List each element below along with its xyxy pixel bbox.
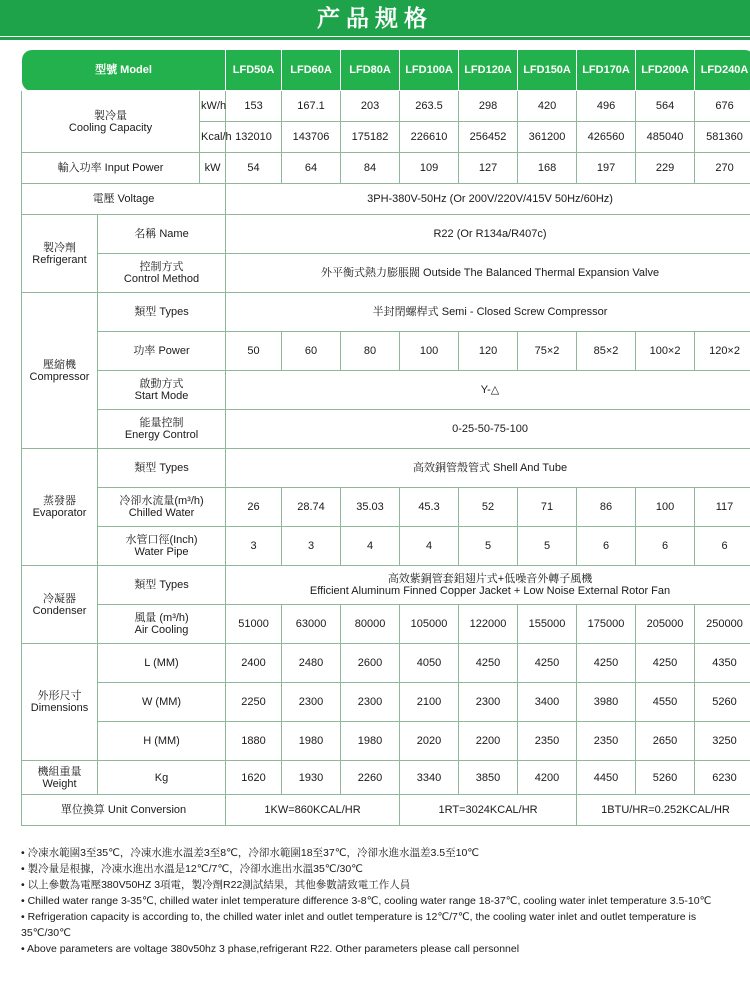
power-row bbox=[22, 153, 750, 184]
value-cell: 2020 bbox=[400, 722, 459, 761]
dimensions-label bbox=[22, 644, 98, 761]
note-item: • 以上參數為電壓380V50HZ 3項電，製冷劑R22測試結果，其他參數請致電工作人員 bbox=[21, 879, 411, 891]
refrigerant-label-cn: 製冷劑 bbox=[43, 241, 76, 254]
value-cell: 361200 bbox=[518, 122, 577, 153]
value-cell: 4250 bbox=[577, 644, 636, 683]
control-method-cn: 控制方式 bbox=[139, 261, 184, 273]
value-cell: 197 bbox=[577, 153, 636, 184]
value-cell: 54 bbox=[226, 153, 282, 184]
water-pipe-en: Water Pipe bbox=[134, 546, 189, 558]
length-label: L (MM) bbox=[98, 644, 226, 683]
value-cell: 5260 bbox=[636, 761, 695, 795]
value-cell: 175182 bbox=[341, 122, 400, 153]
value-cell: 3340 bbox=[400, 761, 459, 795]
value-cell: 75×2 bbox=[518, 332, 577, 371]
value-cell: 117 bbox=[695, 488, 750, 527]
value-cell: 85×2 bbox=[577, 332, 636, 371]
value-cell: 26 bbox=[226, 488, 282, 527]
value-cell: 564 bbox=[636, 91, 695, 122]
refrigerant-label bbox=[22, 215, 98, 293]
value-cell: 1930 bbox=[282, 761, 341, 795]
value-cell: 485040 bbox=[636, 122, 695, 153]
model-col: LFD50A bbox=[226, 50, 282, 91]
value-cell: 3850 bbox=[459, 761, 518, 795]
cooling-label-en: Cooling Capacity bbox=[68, 121, 153, 134]
value-cell: 60 bbox=[282, 332, 341, 371]
value-cell: 420 bbox=[518, 91, 577, 122]
value-cell: 676 bbox=[695, 91, 750, 122]
model-col: LFD170A bbox=[577, 50, 636, 91]
value-cell: 84 bbox=[341, 153, 400, 184]
evaporator-flow-row bbox=[22, 488, 750, 527]
evaporator-label-en: Evaporator bbox=[32, 507, 87, 519]
condenser-types-en: Efficient Aluminum Finned Copper Jacket + Low Noise External Rotor Fan bbox=[309, 585, 671, 597]
dimension-l-row bbox=[22, 644, 750, 683]
value-cell: 64 bbox=[282, 153, 341, 184]
spec-table bbox=[21, 49, 750, 826]
energy-control-label bbox=[98, 410, 226, 449]
width-label: W (MM) bbox=[98, 683, 226, 722]
compressor-label bbox=[22, 293, 98, 449]
energy-control-cn: 能量控制 bbox=[139, 417, 184, 429]
conversion-btu: 1BTU/HR=0.252KCAL/HR bbox=[577, 795, 750, 826]
model-col: LFD60A bbox=[282, 50, 341, 91]
evaporator-types-label: 類型 Types bbox=[98, 449, 226, 488]
energy-control-en: Energy Control bbox=[124, 429, 199, 441]
value-cell: 167.1 bbox=[282, 91, 341, 122]
refrigerant-name-value: R22 (Or R134a/R407c) bbox=[226, 215, 750, 254]
notes-section bbox=[21, 845, 736, 957]
model-col: LFD240A bbox=[695, 50, 750, 91]
conversion-kw: 1KW=860KCAL/HR bbox=[226, 795, 400, 826]
note-item: • 製冷量是根據，冷凍水進出水溫是12℃/7℃，冷卻水進出水溫35℃/30℃ bbox=[21, 863, 363, 875]
value-cell: 120×2 bbox=[695, 332, 750, 371]
dimensions-label-cn: 外形尺寸 bbox=[37, 690, 82, 702]
value-cell: 4200 bbox=[518, 761, 577, 795]
value-cell: 3400 bbox=[518, 683, 577, 722]
compressor-types-label: 類型 Types bbox=[98, 293, 226, 332]
dimension-w-row bbox=[22, 683, 750, 722]
unit-cell: Kcal/h bbox=[200, 122, 226, 153]
value-cell: 127 bbox=[459, 153, 518, 184]
value-cell: 2250 bbox=[226, 683, 282, 722]
model-col: LFD80A bbox=[341, 50, 400, 91]
cooling-label bbox=[22, 91, 200, 153]
air-cooling-cn: 風量 (m³/h) bbox=[134, 612, 189, 624]
value-cell: 4250 bbox=[636, 644, 695, 683]
value-cell: 1980 bbox=[341, 722, 400, 761]
value-cell: 426560 bbox=[577, 122, 636, 153]
value-cell: 4 bbox=[400, 527, 459, 566]
value-cell: 3250 bbox=[695, 722, 750, 761]
title-banner bbox=[0, 0, 750, 42]
refrigerant-control-row bbox=[22, 254, 750, 293]
value-cell: 50 bbox=[226, 332, 282, 371]
value-cell: 298 bbox=[459, 91, 518, 122]
condenser-types-cn: 高效紫銅管套鋁翅片式+低噪音外轉子風機 bbox=[387, 573, 593, 585]
input-power-label: 輸入功率 Input Power bbox=[22, 153, 200, 184]
value-cell: 256452 bbox=[459, 122, 518, 153]
value-cell: 5 bbox=[518, 527, 577, 566]
value-cell: 496 bbox=[577, 91, 636, 122]
weight-label-en: Weight bbox=[42, 777, 77, 790]
value-cell: 2350 bbox=[577, 722, 636, 761]
value-cell: 1880 bbox=[226, 722, 282, 761]
value-cell: 6230 bbox=[695, 761, 750, 795]
value-cell: 2480 bbox=[282, 644, 341, 683]
evaporator-label bbox=[22, 449, 98, 566]
compressor-power-label: 功率 Power bbox=[98, 332, 226, 371]
voltage-value: 3PH-380V-50Hz (Or 200V/220V/415V 50Hz/60Hz) bbox=[226, 184, 750, 215]
value-cell: 71 bbox=[518, 488, 577, 527]
condenser-air-row bbox=[22, 605, 750, 644]
energy-control-value: 0-25-50-75-100 bbox=[226, 410, 750, 449]
value-cell: 4250 bbox=[459, 644, 518, 683]
compressor-power-row bbox=[22, 332, 750, 371]
control-method-value: 外平衡式熱力膨脹閥 Outside The Balanced Thermal Expansion Valve bbox=[226, 254, 750, 293]
model-col: LFD120A bbox=[459, 50, 518, 91]
unit-cell: kW/h bbox=[200, 91, 226, 122]
value-cell: 122000 bbox=[459, 605, 518, 644]
value-cell: 100 bbox=[400, 332, 459, 371]
value-cell: 120 bbox=[459, 332, 518, 371]
refrigerant-label-en: Refrigerant bbox=[32, 253, 87, 266]
value-cell: 2300 bbox=[282, 683, 341, 722]
control-method-label bbox=[98, 254, 226, 293]
dimensions-label-en: Dimensions bbox=[30, 702, 89, 714]
model-col: LFD200A bbox=[636, 50, 695, 91]
value-cell: 1620 bbox=[226, 761, 282, 795]
unit-conversion-label: 單位換算 Unit Conversion bbox=[22, 795, 226, 826]
value-cell: 203 bbox=[341, 91, 400, 122]
value-cell: 2300 bbox=[341, 683, 400, 722]
value-cell: 80000 bbox=[341, 605, 400, 644]
model-header: 型號 Model bbox=[22, 50, 226, 91]
chilled-water-label bbox=[98, 488, 226, 527]
compressor-start-row bbox=[22, 371, 750, 410]
water-pipe-cn: 水管口徑(Inch) bbox=[125, 534, 198, 546]
evaporator-pipe-row bbox=[22, 527, 750, 566]
value-cell: 5260 bbox=[695, 683, 750, 722]
voltage-row bbox=[22, 184, 750, 215]
value-cell: 2300 bbox=[459, 683, 518, 722]
value-cell: 581360 bbox=[695, 122, 750, 153]
conversion-rt: 1RT=3024KCAL/HR bbox=[400, 795, 577, 826]
compressor-types-value: 半封閉螺桿式 Semi - Closed Screw Compressor bbox=[226, 293, 750, 332]
weight-row bbox=[22, 761, 750, 795]
value-cell: 63000 bbox=[282, 605, 341, 644]
value-cell: 2100 bbox=[400, 683, 459, 722]
value-cell: 100 bbox=[636, 488, 695, 527]
value-cell: 4 bbox=[341, 527, 400, 566]
value-cell: 250000 bbox=[695, 605, 750, 644]
compressor-label-cn: 壓縮機 bbox=[43, 358, 76, 371]
evaporator-types-row bbox=[22, 449, 750, 488]
value-cell: 4550 bbox=[636, 683, 695, 722]
air-cooling-en: Air Cooling bbox=[134, 624, 189, 636]
condenser-label-en: Condenser bbox=[32, 604, 87, 617]
value-cell: 4350 bbox=[695, 644, 750, 683]
refrigerant-name-row bbox=[22, 215, 750, 254]
cooling-kw-row bbox=[22, 91, 750, 122]
value-cell: 2650 bbox=[636, 722, 695, 761]
value-cell: 2600 bbox=[341, 644, 400, 683]
value-cell: 155000 bbox=[518, 605, 577, 644]
value-cell: 270 bbox=[695, 153, 750, 184]
value-cell: 5 bbox=[459, 527, 518, 566]
value-cell: 80 bbox=[341, 332, 400, 371]
evaporator-label-cn: 蒸發器 bbox=[43, 495, 76, 507]
banner-underline bbox=[0, 37, 750, 40]
compressor-energy-row bbox=[22, 410, 750, 449]
condenser-label bbox=[22, 566, 98, 644]
value-cell: 1980 bbox=[282, 722, 341, 761]
value-cell: 4050 bbox=[400, 644, 459, 683]
value-cell: 35.03 bbox=[341, 488, 400, 527]
value-cell: 6 bbox=[695, 527, 750, 566]
value-cell: 4250 bbox=[518, 644, 577, 683]
water-pipe-label bbox=[98, 527, 226, 566]
value-cell: 205000 bbox=[636, 605, 695, 644]
value-cell: 263.5 bbox=[400, 91, 459, 122]
conversion-row bbox=[22, 795, 750, 826]
height-label: H (MM) bbox=[98, 722, 226, 761]
start-mode-label bbox=[98, 371, 226, 410]
value-cell: 45.3 bbox=[400, 488, 459, 527]
condenser-types-value bbox=[226, 566, 750, 605]
value-cell: 86 bbox=[577, 488, 636, 527]
note-item: • Above parameters are voltage 380v50hz 3 phase,refrigerant R22. Other parameters please call personnel bbox=[21, 943, 520, 955]
refrigerant-name-label: 名稱 Name bbox=[98, 215, 226, 254]
control-method-en: Control Method bbox=[123, 273, 200, 285]
evaporator-types-value: 高效銅管殼管式 Shell And Tube bbox=[226, 449, 750, 488]
page-title: 产品规格 bbox=[317, 5, 433, 31]
start-mode-cn: 啟動方式 bbox=[139, 378, 184, 390]
value-cell: 2350 bbox=[518, 722, 577, 761]
value-cell: 3980 bbox=[577, 683, 636, 722]
value-cell: 28.74 bbox=[282, 488, 341, 527]
cooling-label-cn: 製冷量 bbox=[94, 109, 127, 122]
value-cell: 51000 bbox=[226, 605, 282, 644]
value-cell: 6 bbox=[636, 527, 695, 566]
model-col: LFD100A bbox=[400, 50, 459, 91]
value-cell: 2260 bbox=[341, 761, 400, 795]
start-mode-en: Start Mode bbox=[134, 390, 189, 402]
value-cell: 105000 bbox=[400, 605, 459, 644]
voltage-label: 電壓 Voltage bbox=[22, 184, 226, 215]
value-cell: 226610 bbox=[400, 122, 459, 153]
weight-unit: Kg bbox=[98, 761, 226, 795]
unit-cell: kW bbox=[200, 153, 226, 184]
value-cell: 143706 bbox=[282, 122, 341, 153]
value-cell: 132010 bbox=[226, 122, 282, 153]
chilled-water-cn: 冷卻水流量(m³/h) bbox=[119, 495, 204, 507]
value-cell: 109 bbox=[400, 153, 459, 184]
dimension-h-row bbox=[22, 722, 750, 761]
value-cell: 100×2 bbox=[636, 332, 695, 371]
value-cell: 168 bbox=[518, 153, 577, 184]
value-cell: 3 bbox=[282, 527, 341, 566]
value-cell: 2200 bbox=[459, 722, 518, 761]
value-cell: 153 bbox=[226, 91, 282, 122]
note-item: • Chilled water range 3-35℃, chilled water inlet temperature difference 3-8℃, cooling water range 18-37℃, cooling water inlet temperature 3.5-10℃ bbox=[21, 895, 712, 907]
compressor-types-row bbox=[22, 293, 750, 332]
value-cell: 4450 bbox=[577, 761, 636, 795]
model-col: LFD150A bbox=[518, 50, 577, 91]
value-cell: 6 bbox=[577, 527, 636, 566]
start-mode-value: Y-△ bbox=[226, 371, 750, 410]
compressor-label-en: Compressor bbox=[29, 370, 90, 383]
condenser-types-row bbox=[22, 566, 750, 605]
weight-label bbox=[22, 761, 98, 795]
note-item: • Refrigeration capacity is according to, the chilled water inlet and outlet temperature is 12℃/7℃, the cooling water inlet and outlet temperature is 35℃/30℃ bbox=[21, 911, 697, 939]
value-cell: 3 bbox=[226, 527, 282, 566]
weight-label-cn: 機組重量 bbox=[37, 765, 82, 778]
condenser-types-label: 類型 Types bbox=[98, 566, 226, 605]
value-cell: 2400 bbox=[226, 644, 282, 683]
note-item: • 冷凍水範圍3至35℃，冷凍水進水溫差3至8℃，冷卻水範圍18至37℃，冷卻水進水溫差3.5至10℃ bbox=[21, 847, 480, 859]
value-cell: 52 bbox=[459, 488, 518, 527]
header-row bbox=[22, 50, 750, 91]
condenser-label-cn: 冷凝器 bbox=[43, 592, 76, 605]
chilled-water-en: Chilled Water bbox=[128, 507, 195, 519]
air-cooling-label bbox=[98, 605, 226, 644]
value-cell: 175000 bbox=[577, 605, 636, 644]
value-cell: 229 bbox=[636, 153, 695, 184]
